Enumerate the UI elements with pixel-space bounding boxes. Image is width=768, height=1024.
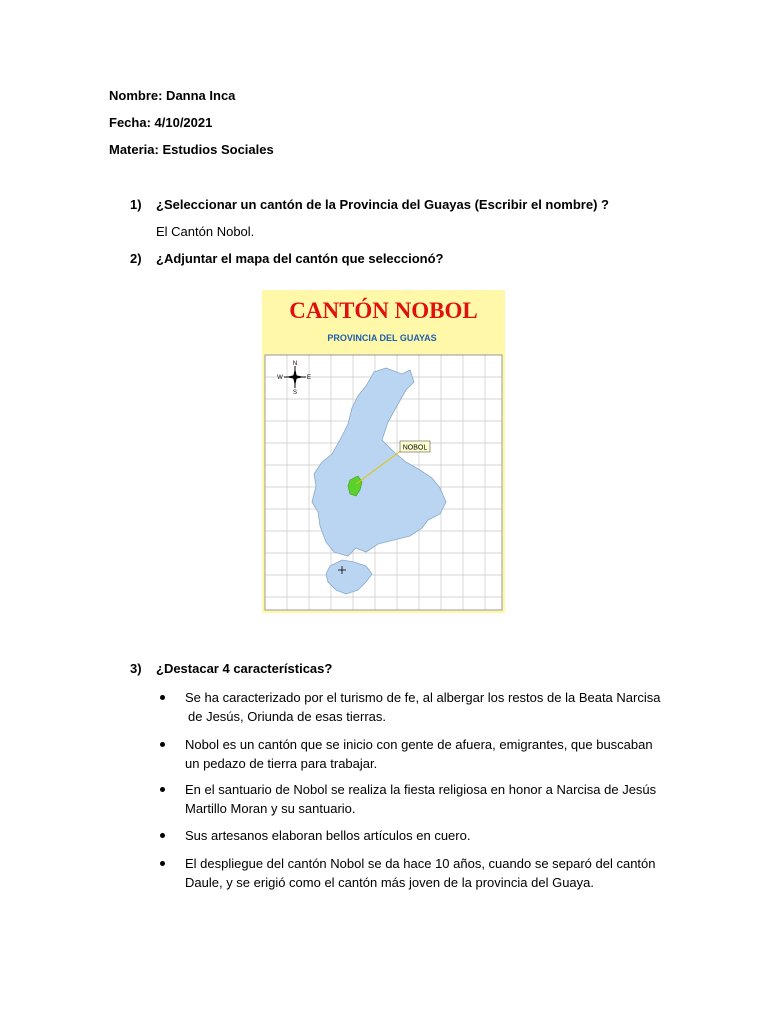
canton-map xyxy=(262,290,505,613)
bullet-line: Daule, y se erigió como el cantón más joven de la provincia del Guaya. xyxy=(185,875,594,890)
bullet-icon xyxy=(160,742,165,747)
compass-w: W xyxy=(277,375,283,381)
bullet-line: Nobol es un cantón que se inicio con gente de afuera, emigrantes, que buscaban xyxy=(185,737,653,752)
compass-s: S xyxy=(292,390,298,396)
bullet-icon xyxy=(160,861,165,866)
question-1-number: 1) xyxy=(130,197,142,212)
bullet-icon xyxy=(160,695,165,700)
question-3-text: ¿Destacar 4 características? xyxy=(156,661,333,676)
bullet-line: El despliegue del cantón Nobol se da hace 10 años, cuando se separó del cantón xyxy=(185,856,656,871)
bullet-icon xyxy=(160,787,165,792)
map-subtitle: PROVINCIA DEL GUAYAS xyxy=(327,333,437,343)
question-1-text: ¿Seleccionar un cantón de la Provincia del Guayas (Escribir el nombre) ? xyxy=(156,197,609,212)
compass-n: N xyxy=(292,361,298,367)
canton-map-graphic xyxy=(262,290,505,613)
bullet-line: Se ha caracterizado por el turismo de fe, al albergar los restos de la Beata Narcisa xyxy=(185,690,661,705)
bullet-line: de Jesús, Oriunda de esas tierras. xyxy=(188,709,386,724)
bullet-line: En el santuario de Nobol se realiza la fiesta religiosa en honor a Narcisa de Jesús xyxy=(185,782,657,797)
map-title: CANTÓN NOBOL xyxy=(289,298,478,323)
bullet-line: un pedazo de tierra para trabajar. xyxy=(185,756,378,771)
nobol-label: NOBOL xyxy=(402,444,428,452)
compass-e: E xyxy=(306,375,312,381)
question-2-text: ¿Adjuntar el mapa del cantón que seleccionó? xyxy=(156,251,444,266)
student-name: Nombre: Danna Inca xyxy=(109,88,236,103)
bullet-line: Sus artesanos elaboran bellos artículos en cuero. xyxy=(185,828,471,843)
question-3-number: 3) xyxy=(130,661,142,676)
bullet-icon xyxy=(160,833,165,838)
subject-line: Materia: Estudios Sociales xyxy=(109,142,274,157)
question-2-number: 2) xyxy=(130,251,142,266)
question-1-answer: El Cantón Nobol. xyxy=(156,224,255,239)
bullet-line: Martillo Moran y su santuario. xyxy=(185,801,356,816)
date-line: Fecha: 4/10/2021 xyxy=(109,115,213,130)
